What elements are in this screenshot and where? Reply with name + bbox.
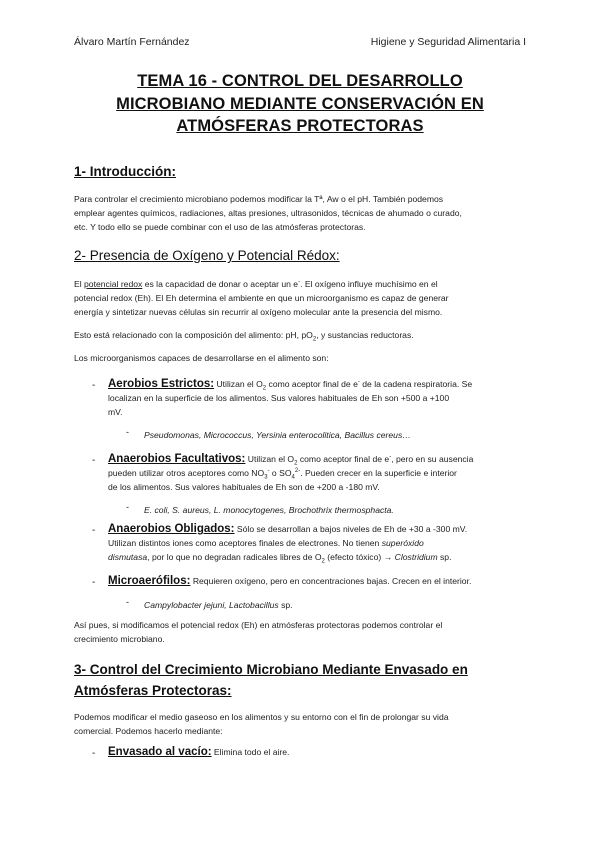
- header-subject: Higiene y Seguridad Alimentaria I: [370, 36, 526, 48]
- bullet-dash: -: [92, 577, 96, 588]
- section-3-heading: 3- Control del Crecimiento Microbiano Mediante Envasado en Atmósferas Protectoras:: [74, 662, 468, 698]
- aerobios-item: Aerobios Estrictos: Utilizan el $O_2$ como aceptor final de e- de la cadena respiratoria. Se localizan en la superficie de los alimentos. Sus valores habituales de Eh son +500 a +100 mV.: [108, 378, 473, 417]
- composition-paragraph: Esto está relacionado con la composición del alimento: pH, $pO_2$, y sustancias reductoras.: [74, 330, 414, 343]
- potencial-redox-term: potencial redox: [84, 279, 143, 289]
- conclusion-paragraph: Así pues, si modificamos el potencial redox (Eh) en atmósferas protectoras podemos controlar el crecimiento microbiano.: [74, 620, 443, 644]
- bullet-dash: -: [92, 380, 96, 391]
- microaerofilos-term: Microaerófilos:: [108, 575, 191, 587]
- redox-paragraph: El potencial redox es la capacidad de donar o aceptar un e-. El oxígeno influye muchísimo en el potencial redox (Eh). El Eh determina el ambiente en que un microorganismo es capaz de generar energía y sintetizar nuevas células sin recurrir al oxígeno molecular ante la presencia del mismo.: [74, 279, 449, 317]
- vacio-item: Envasado al vacío: Elimina todo el aire.: [108, 746, 290, 758]
- aerobios-examples: Pseudomonas, Micrococcus, Yersinia enterocolitica, Bacillus cereus…: [144, 430, 411, 440]
- bullet-dash: -: [92, 525, 96, 536]
- sub-bullet-dash: -: [126, 502, 129, 512]
- sub-bullet-dash: -: [126, 597, 129, 607]
- facultativos-examples: E. coli, S. aureus, L. monocytogenes, Brochothrix thermosphacta.: [144, 505, 394, 515]
- sub-bullet-dash: -: [126, 427, 129, 437]
- obligados-term: Anaerobios Obligados:: [108, 523, 235, 535]
- facultativos-item: Anaerobios Facultativos: Utilizan el $O_2$ como aceptor final de e-, pero en su ausencia pueden utilizar otros aceptores como $NO_3^-$ o $SO_4^{2-}$. Pueden crecer en la superficie e interior de los alimentos. Sus valores habituales de Eh son de +200 a -180 mV.: [108, 453, 474, 492]
- obligados-item: Anaerobios Obligados: Sólo se desarrollan a bajos niveles de Eh de +30 a -300 mV. Utilizan distintos iones como aceptores finales de electrones. No tienen superóxido dismutasa, por lo que no degradan radicales libres de $O_2$ (efecto tóxico) → Clostridium sp.: [108, 523, 468, 565]
- microorganisms-intro: Los microorganismos capaces de desarrollarse en el alimento son:: [74, 353, 329, 363]
- document-title: TEMA 16 - CONTROL DEL DESARROLLO MICROBIANO MEDIANTE CONSERVACIÓN EN ATMÓSFERAS PROTECTORAS: [116, 72, 484, 135]
- bullet-dash: -: [92, 748, 96, 759]
- aerobios-term: Aerobios Estrictos:: [108, 378, 215, 390]
- section-1-heading: 1- Introducción:: [74, 164, 176, 179]
- section-2-heading: 2- Presencia de Oxígeno y Potencial Rédox:: [74, 248, 340, 263]
- facultativos-term: Anaerobios Facultativos:: [108, 453, 246, 465]
- section-3-paragraph: Podemos modificar el medio gaseoso en los alimentos y su entorno con el fin de prolongar su vida comercial. Podemos hacerlo mediante:: [74, 712, 449, 736]
- microaerofilos-examples: Campylobacter jejuni, Lactobacillus sp.: [144, 600, 293, 610]
- microaerofilos-item: Microaerófilos: Requieren oxígeno, pero en concentraciones bajas. Crecen en el interior.: [108, 575, 472, 587]
- section-1-paragraph: Para controlar el crecimiento microbiano podemos modificar la Tª, Aw o el pH. También podemos emplear agentes químicos, radiaciones, altas presiones, ultrasonidos, técnicas de ahumado o curado, etc. Y todo ello se puede combinar con el uso de las atmósferas protectoras.: [74, 194, 462, 232]
- header-author: Álvaro Martín Fernández: [74, 36, 190, 48]
- vacio-term: Envasado al vacío:: [108, 746, 212, 758]
- bullet-dash: -: [92, 455, 96, 466]
